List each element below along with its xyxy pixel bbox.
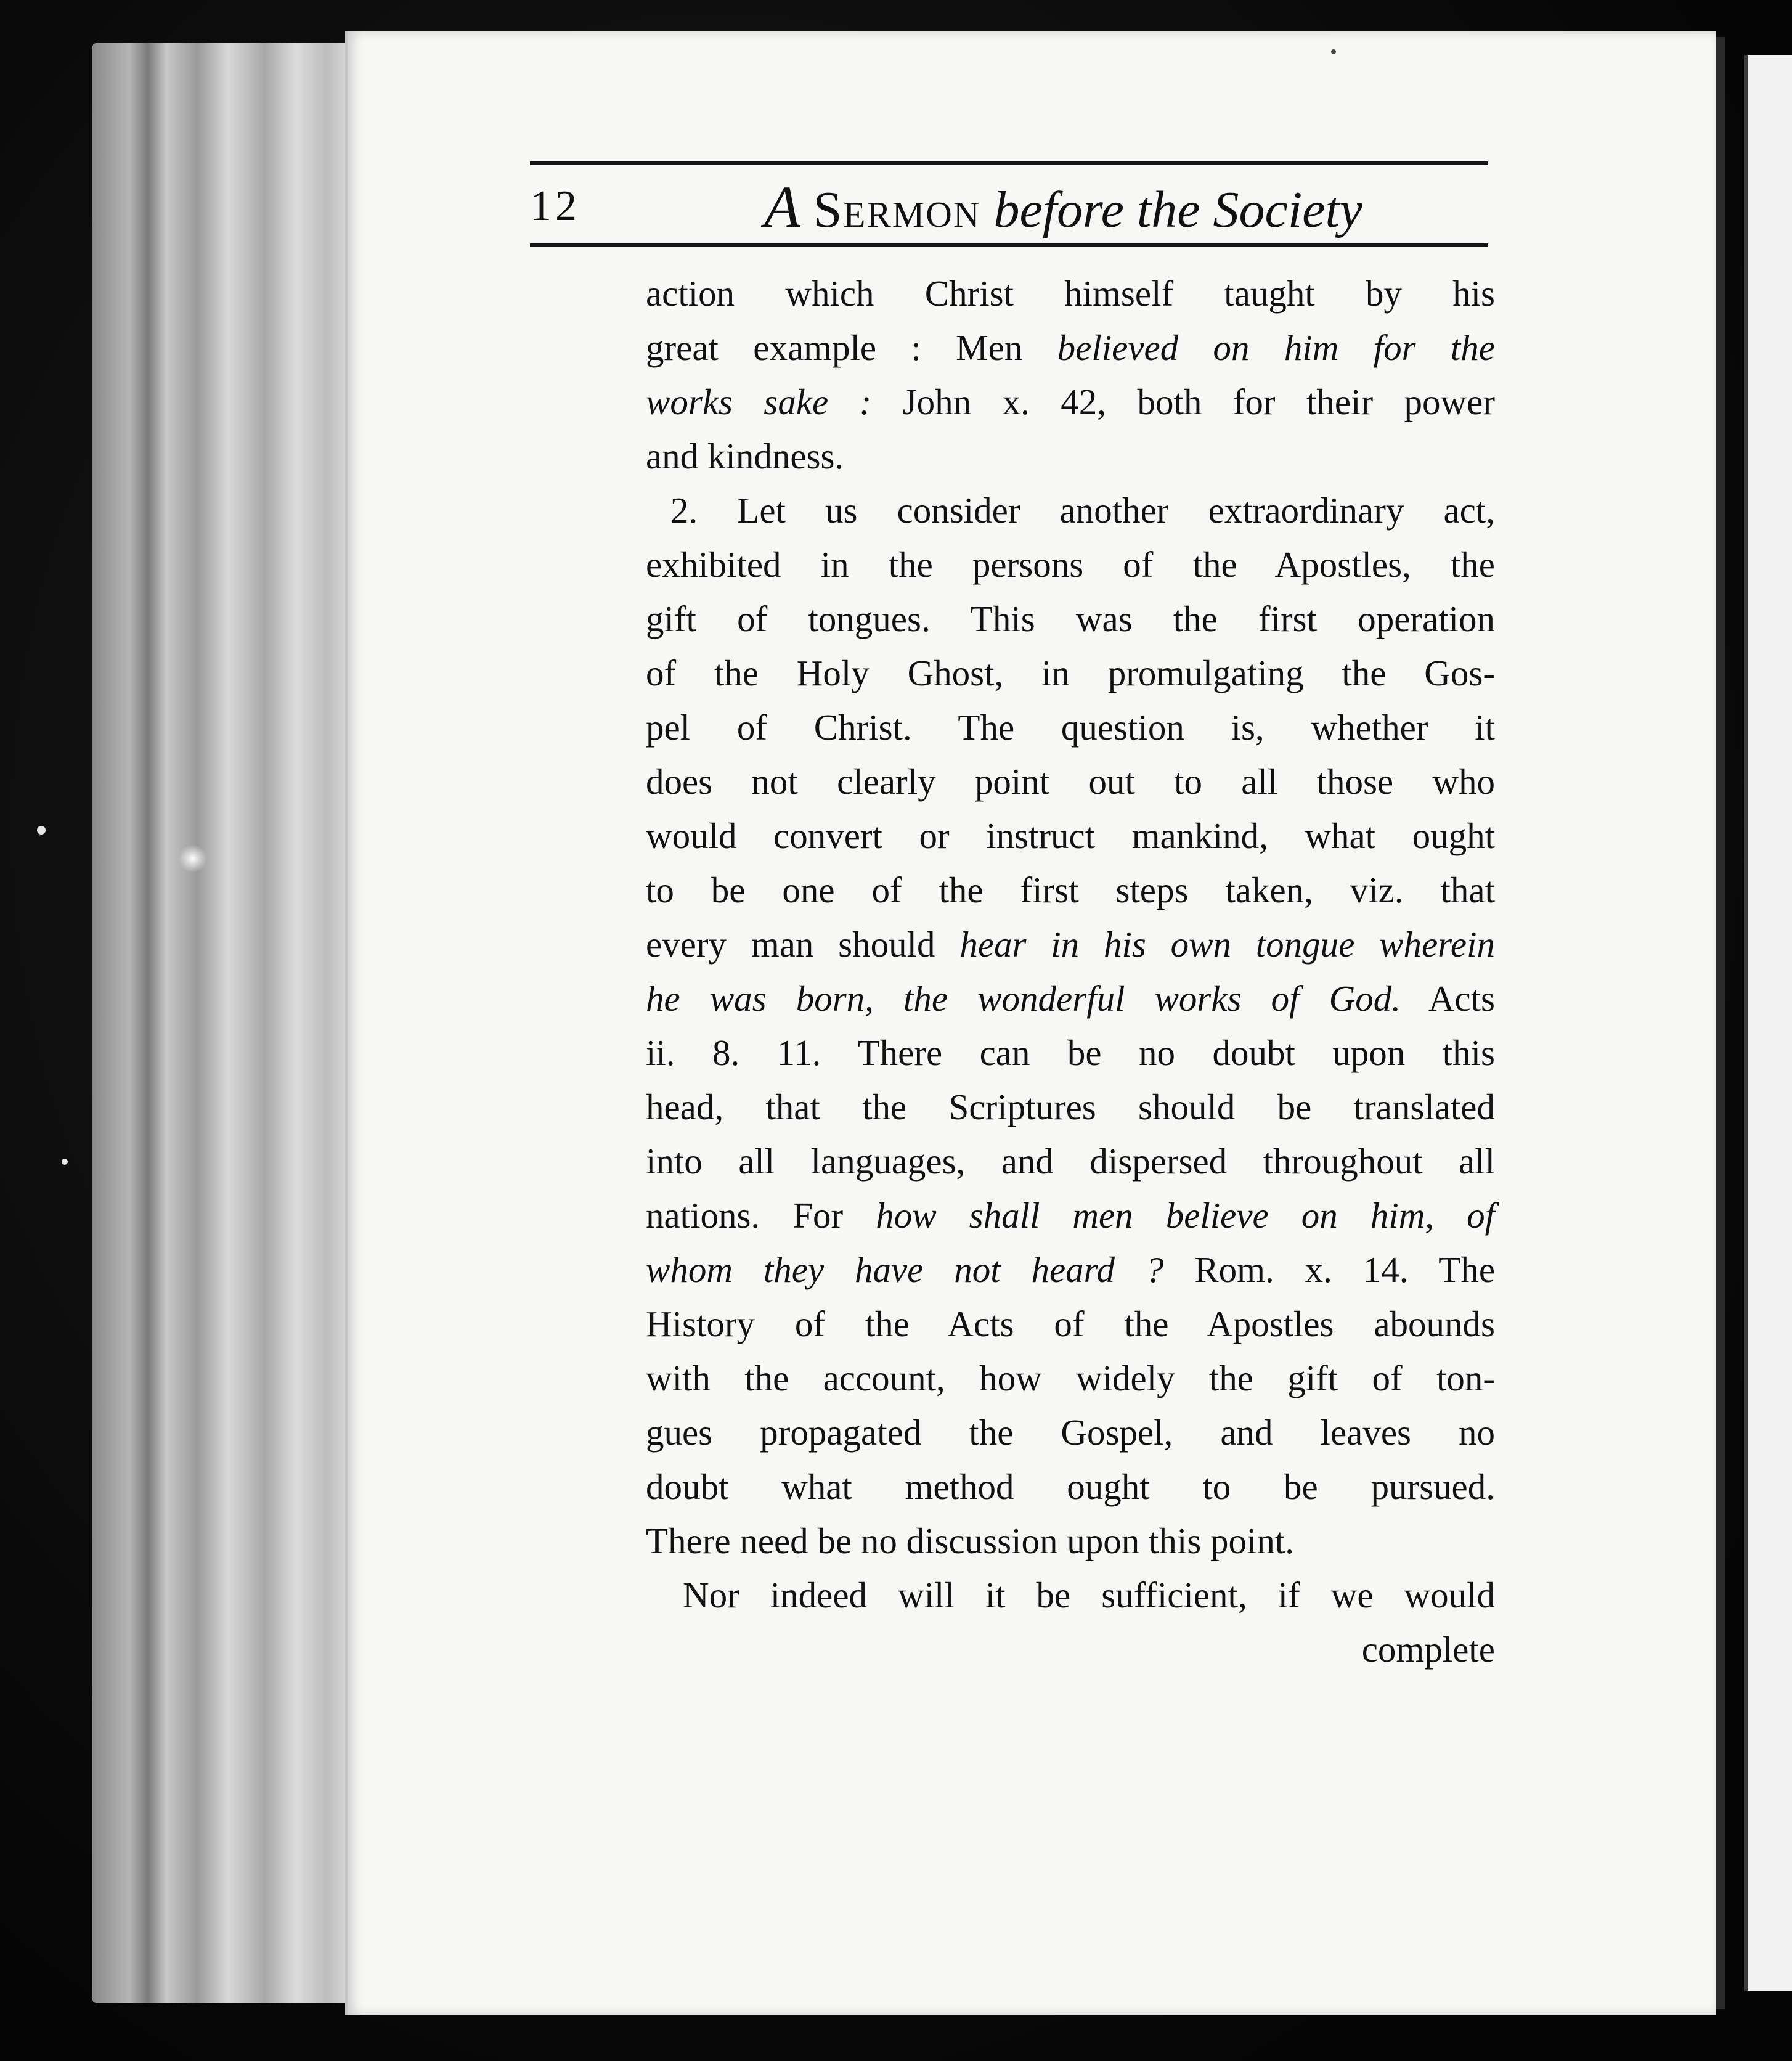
facing-page-edge xyxy=(1744,55,1792,1991)
text-segment: gift of tongues. This was the first operation xyxy=(646,598,1495,639)
text-line xyxy=(646,592,1495,646)
book-page-stack xyxy=(92,43,382,2003)
text-line xyxy=(646,1568,1495,1622)
text-line xyxy=(646,429,1495,483)
italic-segment: works sake : xyxy=(646,382,872,422)
text-segment: and kindness. xyxy=(646,436,844,476)
text-line xyxy=(646,809,1495,863)
text-line xyxy=(646,1188,1495,1243)
scan-speck xyxy=(37,826,46,835)
text-segment: John x. 42, both for their power xyxy=(871,382,1495,422)
text-segment: exhibited in the persons of the Apostles, the xyxy=(646,544,1495,585)
italic-segment: he was born, the wonderful works of God. xyxy=(646,978,1401,1019)
text-segment: History of the Acts of the Apostles abounds xyxy=(646,1304,1495,1344)
text-segment: Acts xyxy=(1400,978,1495,1019)
text-line xyxy=(646,700,1495,754)
text-line xyxy=(646,917,1495,971)
italic-segment: hear in his own tongue wherein xyxy=(959,924,1495,965)
text-segment: There need be no discussion upon this point. xyxy=(646,1520,1295,1561)
text-line xyxy=(646,863,1495,917)
text-line xyxy=(646,754,1495,809)
text-segment: pel of Christ. The question is, whether it xyxy=(646,707,1495,748)
text-segment: into all languages, and dispersed throughout all xyxy=(646,1141,1495,1182)
text-segment: 2. Let us consider another extraordinary act, xyxy=(670,490,1495,531)
text-segment: with the account, how widely the gift of ton- xyxy=(646,1358,1495,1398)
text-segment: of the Holy Ghost, in promulgating the Gos- xyxy=(646,653,1495,693)
text-segment: to be one of the first steps taken, viz. that xyxy=(646,870,1495,910)
text-line xyxy=(646,1297,1495,1351)
text-segment: gues propagated the Gospel, and leaves no xyxy=(646,1412,1495,1453)
italic-segment: whom they have not heard ? xyxy=(646,1249,1164,1290)
text-line xyxy=(646,375,1495,429)
text-segment: ii. 8. 11. There can be no doubt upon this xyxy=(646,1032,1495,1073)
text-line xyxy=(646,1622,1495,1676)
text-line xyxy=(646,1351,1495,1405)
text-segment: head, that the Scriptures should be translated xyxy=(646,1087,1495,1127)
text-segment: does not clearly point out to all those who xyxy=(646,761,1495,802)
running-title-sermon: Sermon xyxy=(813,181,981,239)
text-line xyxy=(646,1459,1495,1514)
running-title-rest: before the Society xyxy=(993,181,1363,239)
scan-speck xyxy=(179,844,207,873)
running-header xyxy=(530,173,1488,240)
text-segment: Nor indeed will it be sufficient, if we would xyxy=(683,1575,1495,1615)
header-rule-top xyxy=(530,161,1488,165)
text-segment: great example : Men xyxy=(646,327,1057,368)
text-line xyxy=(646,1080,1495,1134)
scan-speck xyxy=(1331,49,1336,54)
text-line xyxy=(646,483,1495,537)
text-segment: Rom. x. 14. The xyxy=(1163,1249,1496,1290)
page-number: 12 xyxy=(530,182,580,230)
text-segment: doubt what method ought to be pursued. xyxy=(646,1466,1495,1507)
text-segment: complete xyxy=(1361,1629,1495,1670)
scan-speck xyxy=(62,1159,68,1165)
text-line xyxy=(646,1514,1495,1568)
italic-segment: believed on him for the xyxy=(1057,327,1495,368)
running-title-initial: A xyxy=(764,174,800,240)
text-line xyxy=(646,1134,1495,1188)
text-line xyxy=(646,971,1495,1026)
italic-segment: how shall men believe on him, of xyxy=(876,1195,1495,1236)
text-segment: nations. For xyxy=(646,1195,876,1236)
text-line xyxy=(646,1405,1495,1459)
text-segment: would convert or instruct mankind, what ought xyxy=(646,815,1495,856)
text-line xyxy=(646,266,1495,320)
text-line xyxy=(646,1243,1495,1297)
text-line xyxy=(646,320,1495,375)
text-line xyxy=(646,537,1495,592)
running-title xyxy=(764,173,1454,241)
header-rule-bottom xyxy=(530,243,1488,247)
sermon-text xyxy=(646,266,1495,1676)
text-segment: every man should xyxy=(646,924,960,965)
text-line xyxy=(646,1026,1495,1080)
text-segment: action which Christ himself taught by his xyxy=(646,273,1495,314)
text-line xyxy=(646,646,1495,700)
